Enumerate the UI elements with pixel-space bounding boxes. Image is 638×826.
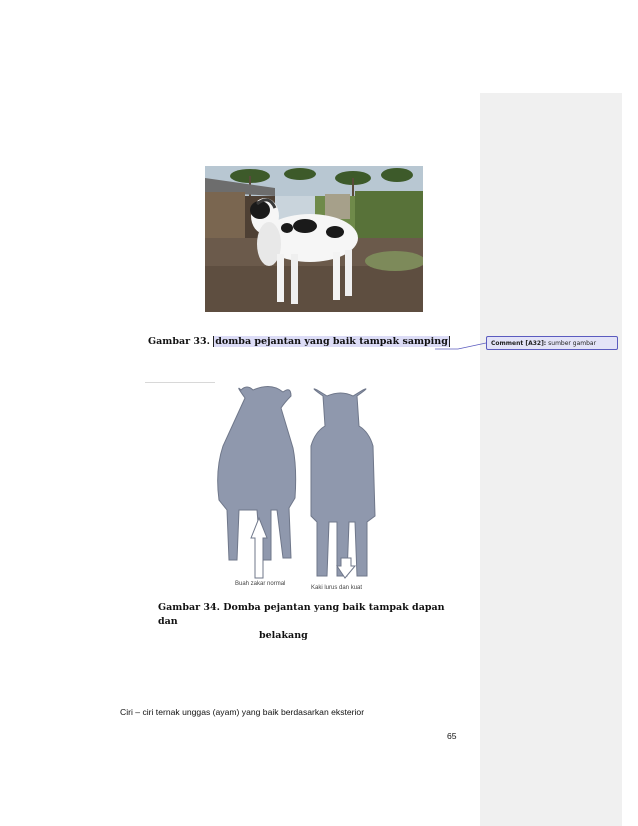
figure-34-caption-line1: Gambar 34. Domba pejantan yang baik tampak dapan dan xyxy=(158,602,445,627)
figure-34-illustration xyxy=(205,378,435,593)
page-number: 65 xyxy=(447,731,457,741)
figure-33-caption xyxy=(148,336,450,347)
comment-text: sumber gambar xyxy=(548,340,597,347)
figure-34-caption-line2: belakang xyxy=(259,630,308,641)
figure-34-label-left: Buah zakar normal xyxy=(235,581,286,587)
figure-33-caption-prefix: Gambar 33. xyxy=(148,336,210,347)
comment-label: Comment [A32]: xyxy=(491,340,547,347)
body-paragraph: Ciri – ciri ternak unggas (ayam) yang baik berdasarkan eksterior xyxy=(120,707,365,717)
figure-34-label-right: Kaki lurus dan kuat xyxy=(311,585,363,591)
comment-balloon[interactable] xyxy=(486,336,618,350)
figure-33-caption-highlighted-text[interactable]: domba pejantan yang baik tampak samping xyxy=(215,336,448,347)
figure-33-photo xyxy=(205,166,423,312)
comments-margin-pane xyxy=(480,93,622,826)
figure-34-caption xyxy=(158,601,458,643)
